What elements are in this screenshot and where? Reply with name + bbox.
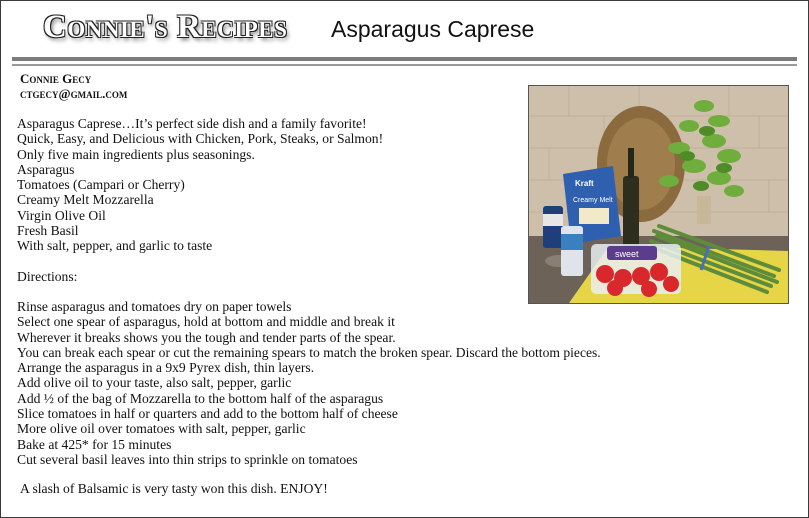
direction-step: Bake at 425* for 15 minutes (17, 436, 172, 452)
direction-step: Rinse asparagus and tomatoes dry on paper towels (17, 298, 292, 314)
ingredient-item: Creamy Melt Mozzarella (17, 192, 154, 208)
ingredient-item: Fresh Basil (17, 223, 79, 239)
recipe-title: Asparagus Caprese (331, 16, 535, 42)
author-name: Connie Gecy (20, 71, 92, 86)
tomato-label-text: sweet (615, 249, 639, 259)
author-block (20, 71, 127, 101)
direction-step: Add ½ of the bag of Mozzarella to the bottom half of the asparagus (17, 390, 384, 406)
directions-heading: Directions: (17, 268, 78, 284)
ingredient-item: Tomatoes (Campari or Cherry) (17, 177, 185, 193)
ingredient-item: Asparagus (17, 161, 75, 177)
cheese-label-text: Creamy Melt (573, 197, 613, 204)
author-email: ctgecy@gmail.com (20, 86, 128, 101)
ingredients-photo-illustration (529, 86, 788, 303)
direction-step: More olive oil over tomatoes with salt, pepper, garlic (17, 421, 306, 437)
direction-step: Select one spear of asparagus, hold at bottom and middle and break it (17, 314, 395, 330)
header-divider-thin (12, 64, 797, 66)
direction-step: Slice tomatoes in half or quarters and add to the bottom half of cheese (17, 406, 398, 422)
header-divider (12, 57, 797, 61)
ingredient-item: With salt, pepper, and garlic to taste (17, 238, 213, 254)
direction-step: Wherever it breaks shows you the tough and tender parts of the spear. (17, 329, 396, 345)
brand-logo: Connie's Recipes (43, 9, 288, 45)
cheese-brand-text: Kraft (575, 179, 594, 188)
ingredient-item: Virgin Olive Oil (17, 207, 106, 223)
direction-step: Arrange the asparagus in a 9x9 Pyrex dish, thin layers. (17, 360, 315, 376)
recipe-photo (528, 85, 789, 304)
intro-line: Only five main ingredients plus seasonings. (17, 146, 255, 162)
closing-note: A slash of Balsamic is very tasty won this dish. ENJOY! (20, 481, 328, 496)
direction-step: Add olive oil to your taste, also salt, pepper, garlic (17, 375, 292, 391)
intro-line: Quick, Easy, and Delicious with Chicken, Pork, Steaks, or Salmon! (17, 131, 384, 147)
direction-step: You can break each spear or cut the remaining spears to match the broken spear. Discard the bottom pieces. (17, 344, 601, 360)
intro-line: Asparagus Caprese…It’s perfect side dish and a family favorite! (17, 116, 367, 131)
direction-step: Cut several basil leaves into thin strips to sprinkle on tomatoes (17, 451, 358, 467)
